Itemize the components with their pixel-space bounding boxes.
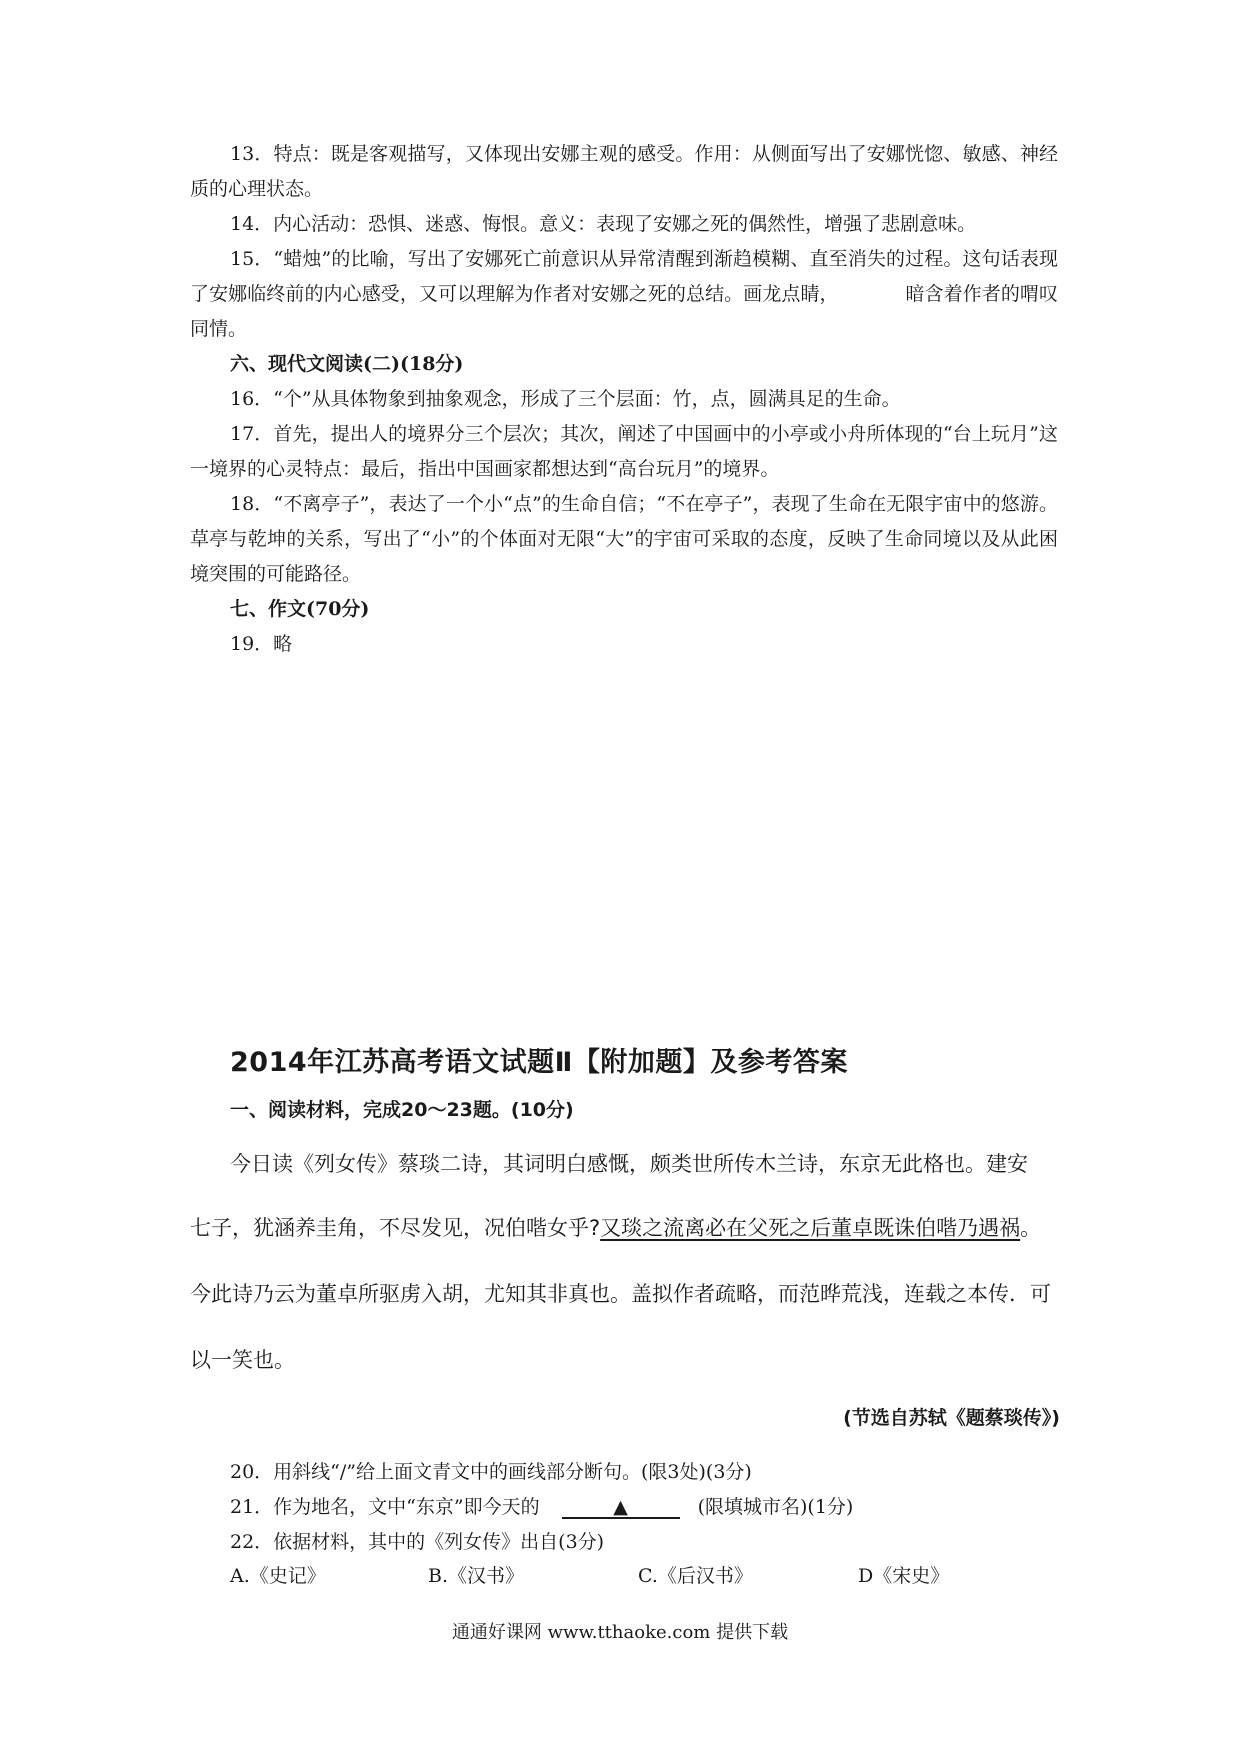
passage-source: (节选自苏轼《题蔡琰传》) bbox=[843, 1407, 1060, 1429]
section-heading-6: 六、现代文阅读(二)(18分) bbox=[230, 353, 464, 375]
option-d: D《宋史》 bbox=[858, 1565, 950, 1587]
passage-line-4: 以一笑也。 bbox=[190, 1348, 295, 1372]
section-heading-7: 七、作文(70分) bbox=[230, 598, 370, 620]
passage-line-2 bbox=[190, 1212, 1062, 1242]
answer-blank bbox=[562, 1497, 680, 1519]
part2-subtitle: 一、阅读材料，完成20～23题。(10分) bbox=[230, 1099, 574, 1121]
answer-14: 14．内心活动：恐惧、迷惑、悔恨。意义：表现了安娜之死的偶然性，增强了悲剧意味。 bbox=[230, 213, 977, 235]
question-20: 20．用斜线“/”给上面文青文中的画线部分断句。(限3处)(3分) bbox=[230, 1461, 752, 1483]
answer-15: 15．“蜡烛”的比喻，写出了安娜死亡前意识从异常清醒到渐趋模糊、直至消失的过程。这句话表现了安娜临终前的内心感受，又可以理解为作者对安娜之死的总结。画龙点睛， 暗含着作者的喟叹同情。 bbox=[190, 248, 1058, 340]
option-a: A.《史记》 bbox=[230, 1565, 326, 1587]
passage-line-2-plain: 七子，犹涵养圭角，不尽发见，况伯喈女乎? bbox=[190, 1216, 601, 1240]
answer-13: 13．特点：既是客观描写，又体现出安娜主观的感受。作用：从侧面写出了安娜恍惚、敏感、神经质的心理状态。 bbox=[190, 143, 1058, 200]
question-21-suffix: (限填城市名)(1分) bbox=[697, 1496, 854, 1518]
page-footer: 通通好课网 www.tthaoke.com 提供下载 bbox=[451, 1622, 789, 1643]
triangle-icon: ▲ bbox=[613, 1496, 628, 1518]
option-b: B.《汉书》 bbox=[428, 1565, 525, 1587]
answer-17: 17．首先，提出人的境界分三个层次；其次，阐述了中国画中的小亭或小舟所体现的“台上玩月”这一境界的心灵特点：最后，指出中国画家都想达到“高台玩月”的境界。 bbox=[190, 423, 1058, 480]
option-c: C.《后汉书》 bbox=[638, 1565, 753, 1587]
question-21 bbox=[230, 1492, 853, 1519]
part2-title: 2014年江苏高考语文试题Ⅱ【附加题】及参考答案 bbox=[230, 1047, 848, 1078]
question-22: 22．依据材料，其中的《列女传》出自(3分) bbox=[230, 1531, 605, 1553]
answer-19: 19．略 bbox=[230, 633, 293, 655]
answer-16: 16．“个”从具体物象到抽象观念，形成了三个层面：竹，点，圆满具足的生命。 bbox=[230, 388, 901, 410]
answer-18: 18．“不离亭子”，表达了一个小“点”的生命自信；“不在亭子”，表现了生命在无限宇宙中的悠游。草亭与乾坤的关系，写出了“小”的个体面对无限“大”的宇宙可采取的态度，反映了生命同境以及从此困境突围的可能路径。 bbox=[190, 493, 1058, 585]
passage-line-1: 今日读《列女传》蔡琰二诗，其词明白感慨，颇类世所传木兰诗，东京无此格也。建安 bbox=[230, 1152, 1028, 1176]
question-21-prefix: 21．作为地名，文中“东京”即今天的 bbox=[230, 1496, 540, 1518]
passage-underlined-segment: 又琰之流离必在父死之后董卓既诛伯喈乃遇祸 bbox=[600, 1216, 1021, 1240]
passage-line-3: 今此诗乃云为董卓所驱虏入胡，尤知其非真也。盖拟作者疏略，而范晔荒浅，连载之本传．可 bbox=[190, 1282, 1051, 1306]
passage-line-2-end: 。 bbox=[1020, 1216, 1042, 1240]
answers-block bbox=[190, 137, 1058, 662]
